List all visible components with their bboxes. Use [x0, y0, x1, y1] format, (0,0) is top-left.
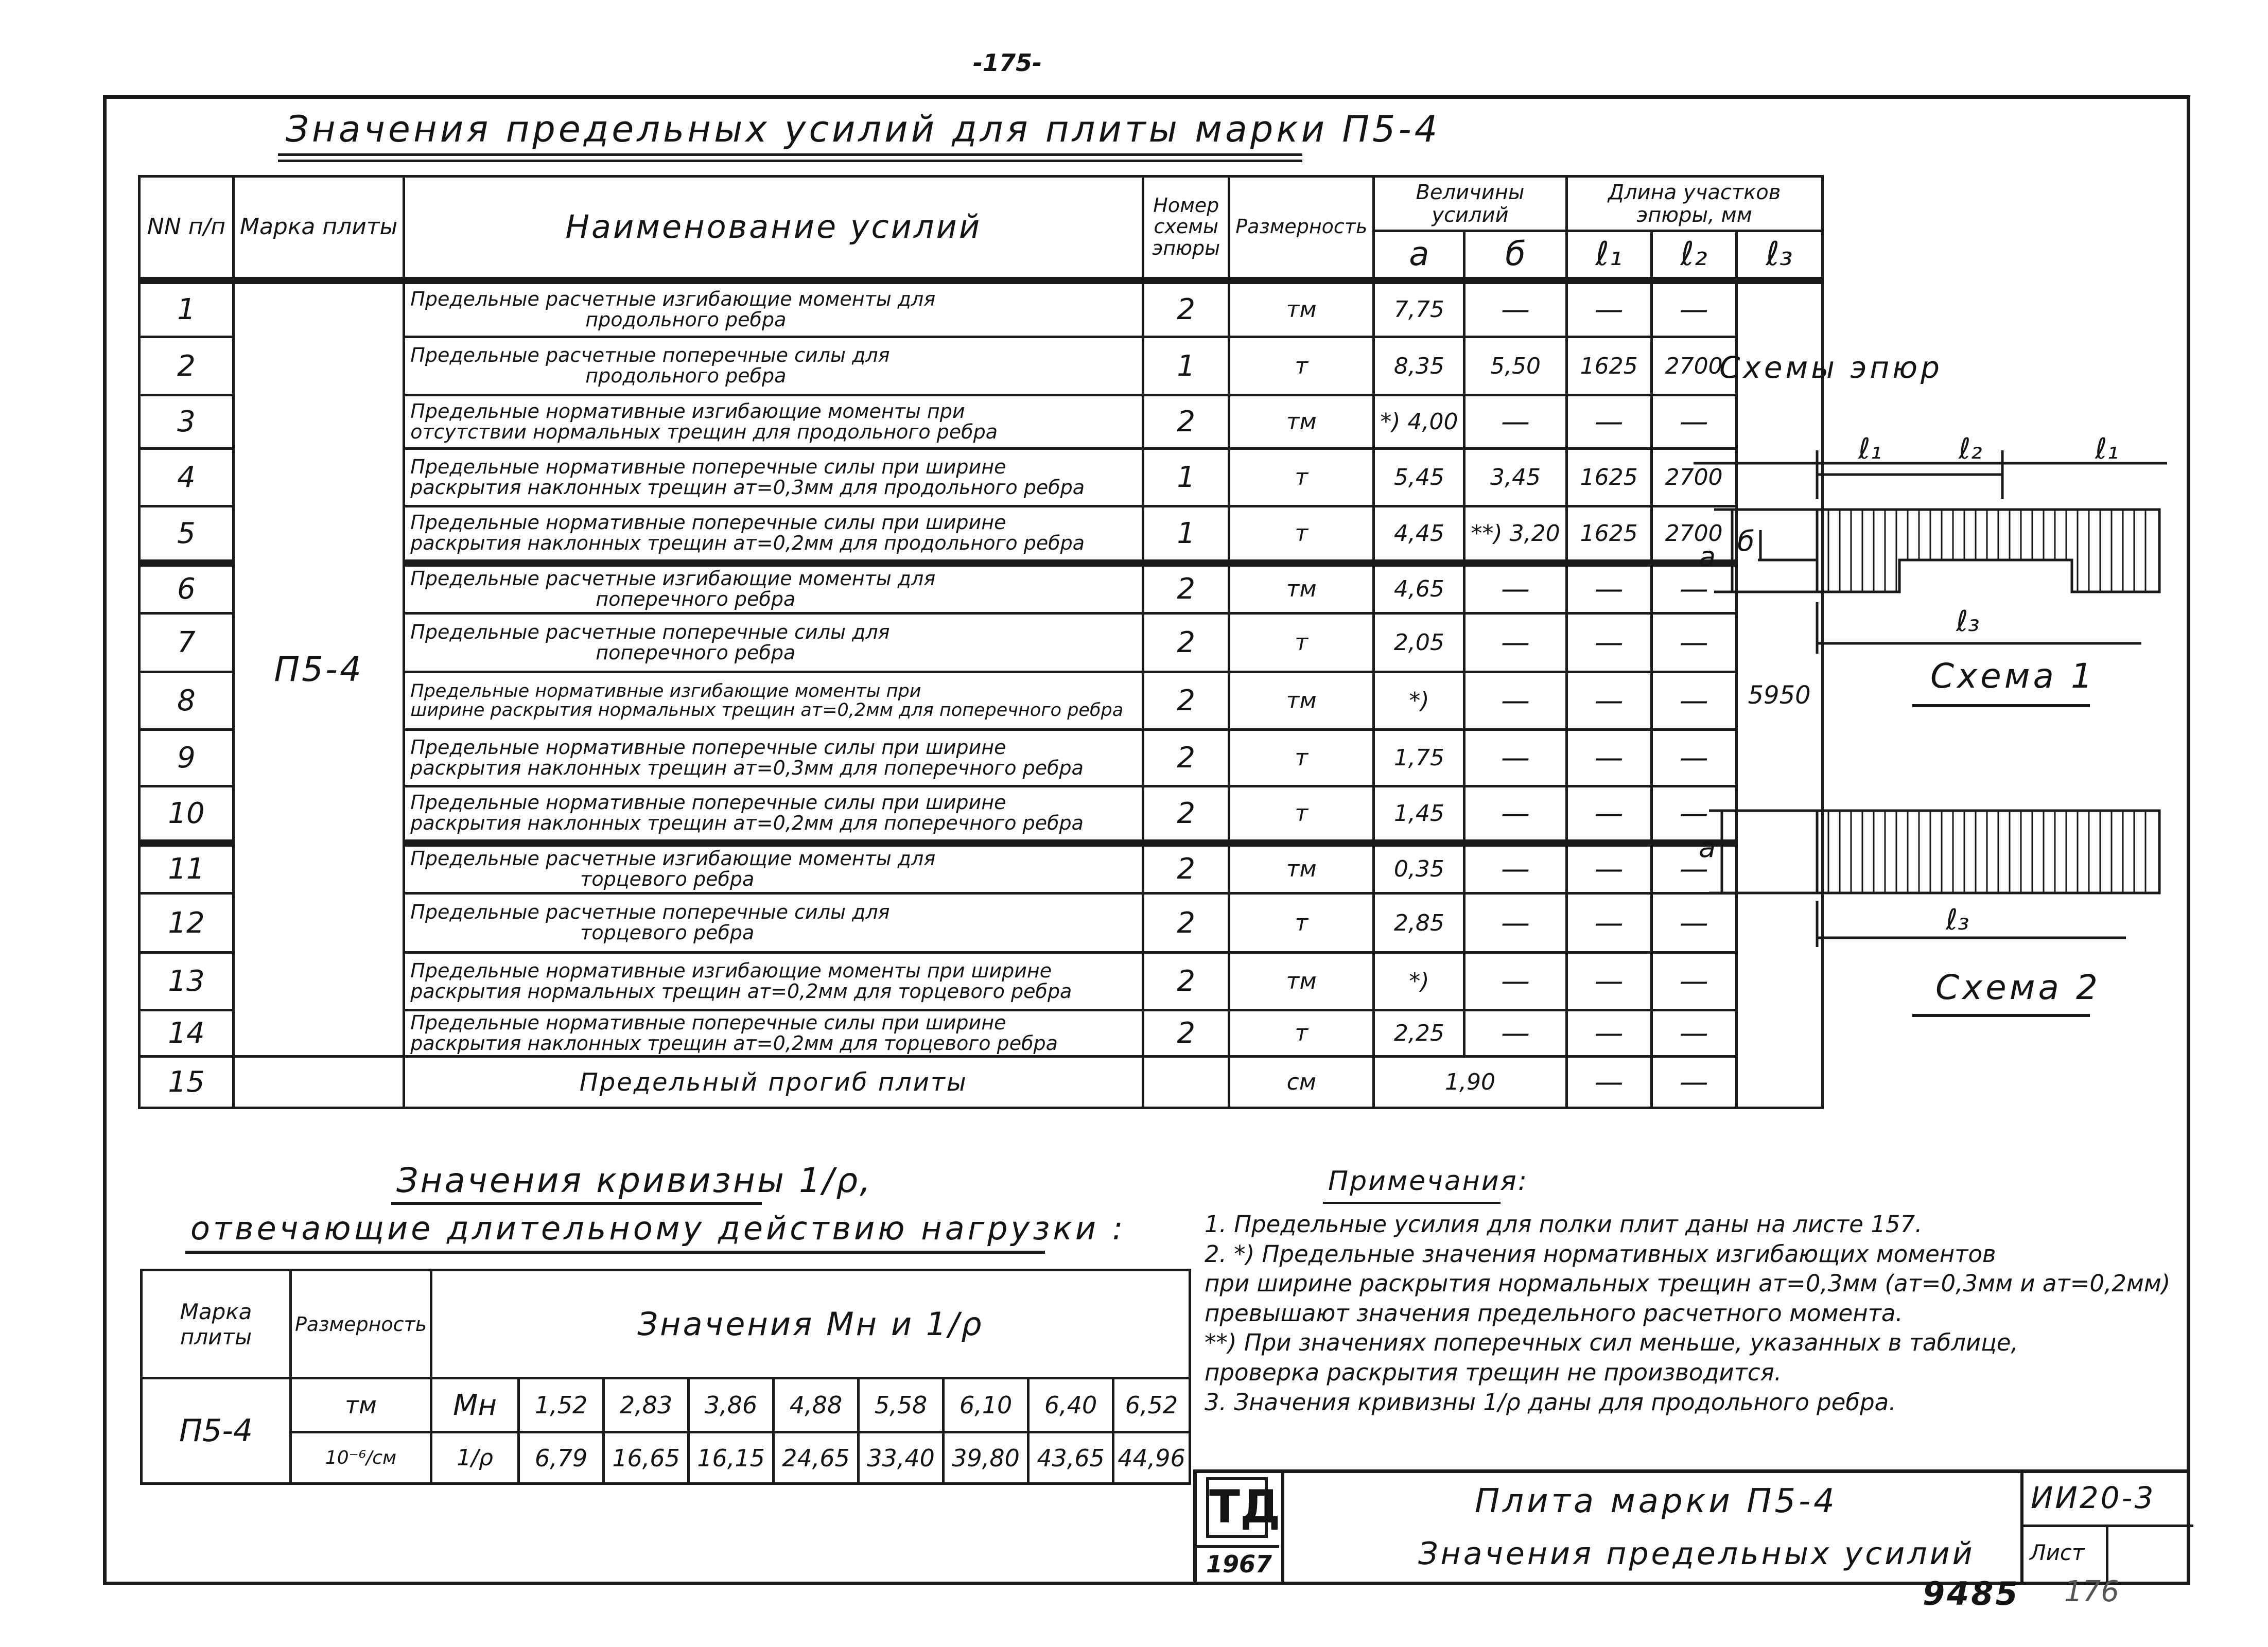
- value-a: 4,45: [1374, 506, 1464, 563]
- row-number: 10: [139, 786, 234, 843]
- value-a: 1,45: [1374, 786, 1464, 843]
- value-l1: —: [1566, 843, 1651, 893]
- value-l1: 1625: [1566, 337, 1651, 395]
- header-values: Величины усилий: [1374, 177, 1566, 231]
- scheme-number: 2: [1143, 563, 1229, 614]
- curv-m-value: 6,52: [1113, 1378, 1190, 1432]
- value-l1: —: [1566, 563, 1651, 614]
- scheme-1-outline: [1817, 510, 2159, 592]
- header-a: а: [1374, 231, 1464, 281]
- footer-number: 9485: [1923, 1575, 2020, 1613]
- scheme-1-b: б: [1737, 525, 1755, 557]
- curv-r-value: 33,40: [859, 1432, 944, 1484]
- curvature-table: [140, 1269, 1191, 1485]
- value-l1: —: [1566, 614, 1651, 672]
- value-l1: —: [1566, 1010, 1651, 1057]
- curv-m-value: 2,83: [604, 1378, 689, 1432]
- curv-header-dim: Размерность: [291, 1270, 431, 1378]
- value-b: —: [1464, 563, 1566, 614]
- header-scheme: Номер схемы эпюры: [1143, 177, 1229, 281]
- dimension: тм: [1229, 563, 1374, 614]
- value-l1: —: [1566, 281, 1651, 337]
- curv-dim-m: тм: [291, 1378, 431, 1432]
- curvature-title-underline: [391, 1202, 762, 1205]
- scheme-1-diagram: [1694, 432, 2167, 751]
- scheme-number: 2: [1143, 1010, 1229, 1057]
- row-number: 9: [139, 730, 234, 786]
- limit-forces-table: [138, 175, 1824, 1109]
- scheme-2-l3: ℓ₃: [1946, 903, 1969, 937]
- value-l2: —: [1651, 893, 1736, 953]
- curv-m-value: 1,52: [519, 1378, 604, 1432]
- force-name: Предельные нормативные поперечные силы при ширине раскрытия наклонных трещин aт=0,3мм для поперечного ребра: [404, 730, 1143, 786]
- row-number: 7: [139, 614, 234, 672]
- table-row: [139, 1057, 1823, 1108]
- table-row: [142, 1378, 1190, 1432]
- sheet-label: Лист: [2030, 1540, 2085, 1565]
- header-b: б: [1464, 231, 1566, 281]
- value-a: 2,05: [1374, 614, 1464, 672]
- value-l1: 1625: [1566, 506, 1651, 563]
- scheme-2-underline: [1912, 1014, 2090, 1017]
- curv-m-value: 6,40: [1028, 1378, 1113, 1432]
- dimension: тм: [1229, 843, 1374, 893]
- title-underline: [278, 153, 1302, 156]
- curv-mark: П5-4: [142, 1378, 291, 1484]
- title-block-line1: Плита марки П5-4: [1475, 1482, 1838, 1520]
- dimension: т: [1229, 1010, 1374, 1057]
- value-l1: 1625: [1566, 449, 1651, 506]
- scheme-1-l3: ℓ₃: [1956, 605, 1980, 638]
- note-item: проверка раскрытия трещин не производится.: [1205, 1358, 1782, 1386]
- plate-mark: П5-4: [234, 281, 404, 1057]
- value-l2: —: [1651, 672, 1736, 730]
- value-l2: —: [1651, 730, 1736, 786]
- footer-mark: 176: [2064, 1575, 2119, 1608]
- row-number: 14: [139, 1010, 234, 1057]
- curv-r-value: 24,65: [774, 1432, 859, 1484]
- curv-r-value: 39,80: [944, 1432, 1028, 1484]
- value-b: —: [1464, 893, 1566, 953]
- curv-r-value: 16,15: [689, 1432, 774, 1484]
- scheme-number: 2: [1143, 953, 1229, 1010]
- value-b: **) 3,20: [1464, 506, 1566, 563]
- scheme-number: 2: [1143, 893, 1229, 953]
- title-underline-2: [278, 160, 1302, 162]
- dimension: тм: [1229, 395, 1374, 449]
- value-b: —: [1464, 1010, 1566, 1057]
- note-item: **) При значениях поперечных сил меньше, указанных в таблице,: [1205, 1329, 2018, 1357]
- curv-r-value: 44,96: [1113, 1432, 1190, 1484]
- force-name: Предельные нормативные поперечные силы при ширине раскрытия наклонных трещин aт=0,2мм для торцевого ребра: [404, 1010, 1143, 1057]
- header-l1: ℓ₁: [1566, 231, 1651, 281]
- note-item: 3. Значения кривизны 1/ρ даны для продольного ребра.: [1205, 1388, 1896, 1416]
- curv-m-value: 3,86: [689, 1378, 774, 1432]
- value-a: 2,25: [1374, 1010, 1464, 1057]
- row-number: 13: [139, 953, 234, 1010]
- logo-year: 1967: [1206, 1550, 1272, 1578]
- dimension: т: [1229, 730, 1374, 786]
- schemes-title: Схемы эпюр: [1719, 350, 1943, 385]
- title-block-right: [2020, 1473, 2190, 1585]
- header-l2: ℓ₂: [1651, 231, 1736, 281]
- row-number: 3: [139, 395, 234, 449]
- curv-m-value: 5,58: [859, 1378, 944, 1432]
- table-row: [139, 281, 1823, 337]
- scheme-1-a: а: [1699, 540, 1716, 573]
- scheme-number-empty: [1143, 1057, 1229, 1108]
- dimension: т: [1229, 786, 1374, 843]
- force-name: Предельные нормативные поперечные силы при ширине раскрытия наклонных трещин aт=0,2мм для продольного ребра: [404, 506, 1143, 563]
- curvature-subtitle-underline: [185, 1251, 1045, 1254]
- dimension: т: [1229, 893, 1374, 953]
- scheme-number: 1: [1143, 506, 1229, 563]
- value-b: —: [1464, 395, 1566, 449]
- value-b: —: [1464, 786, 1566, 843]
- header-mark: Марка плиты: [234, 177, 404, 281]
- dimension: тм: [1229, 953, 1374, 1010]
- dimension: т: [1229, 449, 1374, 506]
- row-number: 2: [139, 337, 234, 395]
- note-item: при ширине раскрытия нормальных трещин aт=0,3мм (aт=0,3мм и aт=0,2мм): [1205, 1270, 2171, 1298]
- curv-header-values: Значения Mн и 1/ρ: [431, 1270, 1190, 1378]
- note-item: превышают значения предельного расчетного момента.: [1205, 1299, 1903, 1327]
- curv-label-r: 1/ρ: [431, 1432, 519, 1484]
- header-l3: ℓ₃: [1736, 231, 1822, 281]
- value-l2: —: [1651, 614, 1736, 672]
- curv-r-value: 43,65: [1028, 1432, 1113, 1484]
- value-b: —: [1464, 614, 1566, 672]
- value-l2: —: [1651, 1010, 1736, 1057]
- value-b: 3,45: [1464, 449, 1566, 506]
- force-name: Предельные расчетные изгибающие моменты для продольного ребра: [404, 281, 1143, 337]
- value-a: 0,35: [1374, 843, 1464, 893]
- value-l2: —: [1651, 953, 1736, 1010]
- value-l2: 2700: [1651, 337, 1736, 395]
- row-number: 6: [139, 563, 234, 614]
- force-name: Предельные расчетные поперечные силы для продольного ребра: [404, 337, 1143, 395]
- row-number: 15: [139, 1057, 234, 1108]
- publisher-logo: [1197, 1473, 1284, 1585]
- scheme-1-l1-right: ℓ₁: [2095, 432, 2119, 466]
- title-block: [1193, 1469, 2190, 1585]
- scheme-2-label: Схема 2: [1935, 968, 2101, 1007]
- row-number: 5: [139, 506, 234, 563]
- value-l1: —: [1566, 953, 1651, 1010]
- value-l1: —: [1566, 730, 1651, 786]
- curvature-subtitle: отвечающие длительному действию нагрузки :: [190, 1210, 1126, 1247]
- force-name: Предельные расчетные изгибающие моменты для торцевого ребра: [404, 843, 1143, 893]
- curvature-title: Значения кривизны 1/ρ,: [396, 1161, 873, 1200]
- scheme-number: 2: [1143, 614, 1229, 672]
- curv-r-value: 6,79: [519, 1432, 604, 1484]
- scheme-number: 2: [1143, 395, 1229, 449]
- scheme-number: 2: [1143, 281, 1229, 337]
- force-name: Предельные нормативные поперечные силы при ширине раскрытия наклонных трещин aт=0,2мм для поперечного ребра: [404, 786, 1143, 843]
- note-item: 1. Предельные усилия для полки плит даны на листе 157.: [1205, 1211, 1923, 1238]
- curv-dim-r: 10⁻⁶/см: [291, 1432, 431, 1484]
- scheme-1-label: Схема 1: [1930, 656, 2096, 696]
- value-a: *): [1374, 953, 1464, 1010]
- notes-list: [1205, 1210, 2183, 1417]
- curv-m-value: 4,88: [774, 1378, 859, 1432]
- scheme-1-l2: ℓ₂: [1959, 432, 1982, 466]
- value-l1: —: [1566, 1057, 1651, 1108]
- value-l2: 2700: [1651, 449, 1736, 506]
- value-a: *): [1374, 672, 1464, 730]
- scheme-number: 1: [1143, 337, 1229, 395]
- scheme-2-diagram: [1694, 803, 2167, 973]
- plate-mark-continuation: [234, 1057, 404, 1108]
- value-l1: —: [1566, 672, 1651, 730]
- scheme-1-hatching: [1828, 510, 2145, 592]
- header-nn: NN п/п: [139, 177, 234, 281]
- force-name: Предельные нормативные изгибающие моменты при отсутствии нормальных трещин для продольного ребра: [404, 395, 1143, 449]
- value-l1: —: [1566, 395, 1651, 449]
- dimension: тм: [1229, 281, 1374, 337]
- value-l2: —: [1651, 281, 1736, 337]
- main-table-title: Значения предельных усилий для плиты марки П5-4: [286, 108, 1441, 150]
- value-b: —: [1464, 843, 1566, 893]
- scheme-number: 2: [1143, 730, 1229, 786]
- value-l3: 5950: [1736, 281, 1822, 1108]
- force-name: Предельные нормативные поперечные силы при ширине раскрытия наклонных трещин aт=0,3мм для продольного ребра: [404, 449, 1143, 506]
- value-l2: —: [1651, 563, 1736, 614]
- document-code: ИИ20-3: [2031, 1480, 2156, 1515]
- value-a: 1,90: [1374, 1057, 1566, 1108]
- scheme-number: 2: [1143, 786, 1229, 843]
- value-a: 2,85: [1374, 893, 1464, 953]
- value-b: —: [1464, 672, 1566, 730]
- header-name: Наименование усилий: [404, 177, 1143, 281]
- value-l2: —: [1651, 843, 1736, 893]
- row-number: 8: [139, 672, 234, 730]
- value-l2: 2700: [1651, 506, 1736, 563]
- force-name: Предельные расчетные изгибающие моменты для поперечного ребра: [404, 563, 1143, 614]
- dimension: см: [1229, 1057, 1374, 1108]
- scheme-number: 2: [1143, 672, 1229, 730]
- dimension: т: [1229, 614, 1374, 672]
- force-name: Предельные расчетные поперечные силы для поперечного ребра: [404, 614, 1143, 672]
- value-a: 8,35: [1374, 337, 1464, 395]
- value-b: 5,50: [1464, 337, 1566, 395]
- row-number: 4: [139, 449, 234, 506]
- row-number: 12: [139, 893, 234, 953]
- value-l2: —: [1651, 1057, 1736, 1108]
- header-lengths: Длина участков эпюры, мм: [1566, 177, 1822, 231]
- row-number: 1: [139, 281, 234, 337]
- table-row: [142, 1432, 1190, 1484]
- note-item: 2. *) Предельные значения нормативных изгибающих моментов: [1205, 1240, 1996, 1268]
- scheme-number: 1: [1143, 449, 1229, 506]
- value-a: 7,75: [1374, 281, 1464, 337]
- force-name: Предельные нормативные изгибающие моменты при ширине раскрытия нормальных трещин aт=0,2мм для поперечного ребра: [404, 672, 1143, 730]
- scheme-2-a: а: [1699, 831, 1716, 864]
- value-l1: —: [1566, 786, 1651, 843]
- value-l2: —: [1651, 395, 1736, 449]
- scheme-2-hatching: [1828, 811, 2145, 893]
- curv-label-m: Mн: [431, 1378, 519, 1432]
- value-b: —: [1464, 953, 1566, 1010]
- scheme-2-outline: [1817, 811, 2159, 893]
- value-a: 1,75: [1374, 730, 1464, 786]
- scheme-1-underline: [1912, 704, 2090, 707]
- page-number: -175-: [973, 49, 1042, 77]
- logo-mark: ТД: [1206, 1477, 1268, 1538]
- notes-title-underline: [1323, 1202, 1501, 1204]
- dimension: т: [1229, 337, 1374, 395]
- value-l2: —: [1651, 786, 1736, 843]
- header-dimension: Размерность: [1229, 177, 1374, 281]
- curv-header-mark: Марка плиты: [142, 1270, 291, 1378]
- notes-title: Примечания:: [1328, 1166, 1529, 1197]
- value-a: 5,45: [1374, 449, 1464, 506]
- value-a: *) 4,00: [1374, 395, 1464, 449]
- curv-r-value: 16,65: [604, 1432, 689, 1484]
- value-a: 4,65: [1374, 563, 1464, 614]
- value-b: —: [1464, 281, 1566, 337]
- scheme-1-l1-left: ℓ₁: [1858, 432, 1882, 466]
- value-l1: —: [1566, 893, 1651, 953]
- row-number: 11: [139, 843, 234, 893]
- scheme-number: 2: [1143, 843, 1229, 893]
- title-block-line2: Значения предельных усилий: [1418, 1536, 1975, 1572]
- force-name: Предельный прогиб плиты: [404, 1057, 1143, 1108]
- dimension: т: [1229, 506, 1374, 563]
- force-name: Предельные расчетные поперечные силы для торцевого ребра: [404, 893, 1143, 953]
- curv-m-value: 6,10: [944, 1378, 1028, 1432]
- dimension: тм: [1229, 672, 1374, 730]
- force-name: Предельные нормативные изгибающие моменты при ширине раскрытия нормальных трещин aт=0,2мм для торцевого ребра: [404, 953, 1143, 1010]
- value-b: —: [1464, 730, 1566, 786]
